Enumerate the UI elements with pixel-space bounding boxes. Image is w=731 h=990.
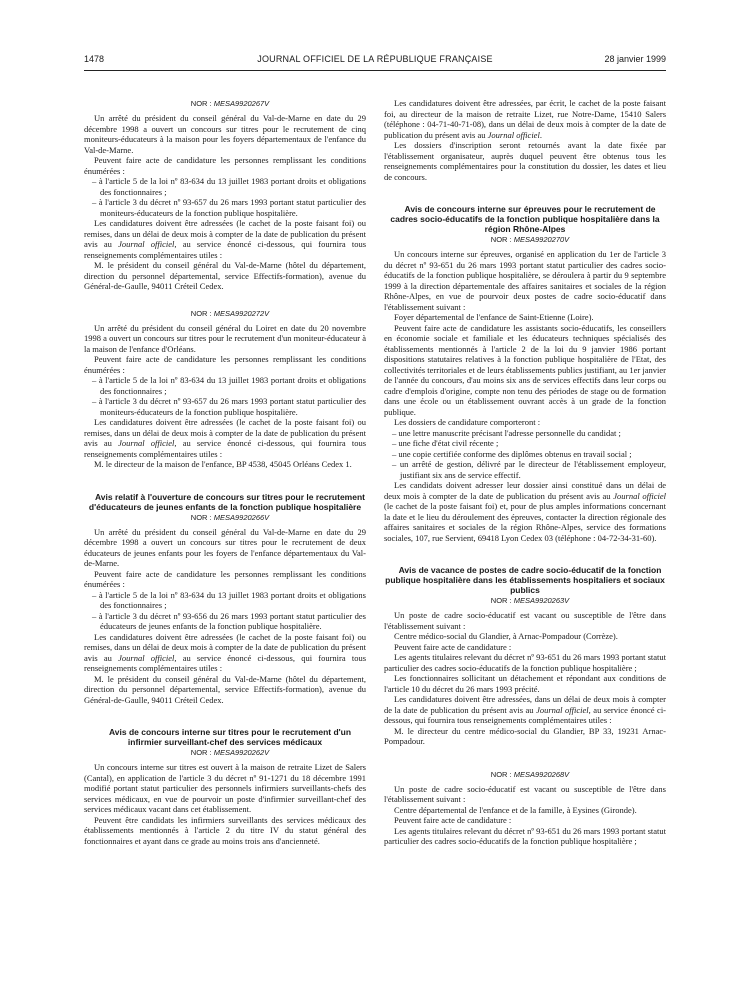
paragraph: Les dossiers de candidature comporteront : (394, 417, 541, 427)
header-rule (84, 70, 666, 71)
right-column (384, 98, 666, 847)
list-item: – une fiche d'état civil récente ; (392, 438, 499, 448)
notice-heading: Avis relatif à l'ouverture de concours sur titres pour le recrutement d'éducateurs de jeunes enfants de la fonction publique hospitalière (88, 491, 365, 512)
issue-date: 28 janvier 1999 (604, 54, 666, 64)
journal-title: JOURNAL OFFICIEL DE LA RÉPUBLIQUE FRANÇAISE (257, 54, 493, 64)
nor-code: MESA9920262V (213, 748, 270, 757)
notice-mesa9920267v (84, 98, 366, 292)
left-column (84, 98, 366, 846)
notice-heading: Avis de vacance de postes de cadre socio-éducatif de la fonction publique hospitalière dans les établissements hospitaliers et sociaux publics (385, 565, 665, 595)
paragraph: Centre médico-social du Glandier, à Arnac-Pompadour (Corrèze). (394, 631, 618, 641)
list-item: – à l'article 5 de la loi nº 83-634 du 13 juillet 1983 portant droits et obligations des fonctionnaires ; (92, 375, 366, 396)
paragraph: Peuvent faire acte de candidature les personnes remplissant les conditions énumérées : (84, 568, 366, 589)
notice-heading: Avis de concours interne sur titres pour le recrutement d'un infirmier surveillant-chef des services médicaux (108, 727, 352, 747)
notice-mesa9920262v (84, 727, 366, 846)
paragraph: Peuvent être candidats les infirmiers surveillants des services médicaux des établissements mentionnés à l'article 2 du titre IV du statut général des fonctionnaires et ayant dans ce grade au moins trois ans d'ancienneté. (84, 814, 366, 846)
list-item: – à l'article 5 de la loi nº 83-634 du 13 juillet 1983 portant droits et obligations des fonctionnaires ; (92, 176, 366, 197)
paragraph: M. le président du conseil général du Val-de-Marne (hôtel du département, direction du personnel départemental, service Effectifs-formation), avenue du Général-de-Gaulle, 94011 Créteil Cedex. (84, 673, 366, 705)
notice-mesa9920262v-continued (384, 98, 666, 182)
notice-mesa9920268v (384, 769, 666, 847)
nor-reference: NOR : MESA9920262V (190, 748, 270, 757)
notice-mesa9920266v (84, 492, 366, 706)
paragraph: Peuvent faire acte de candidature les personnes remplissant les conditions énumérées : (84, 155, 366, 176)
paragraph: M. le directeur de la maison de l'enfance, BP 4538, 45045 Orléans Cedex 1. (94, 459, 352, 469)
paragraph: Un arrêté du président du conseil général du Val-de-Marne en date du 29 décembre 1998 a ouvert un concours sur titres pour le recrutement de deux éducateurs de jeunes enfants pour les foyers de l'enfance départementaux du Val-de-Marne. (84, 526, 366, 568)
paragraph: Les candidatures doivent être adressées (le cachet de la poste faisant foi) ou remises, dans un délai de deux mois à compter de la date de publication du présent avis au Journal officiel, au service énoncé ci-dessous, qui fournira tous renseignements complémentaires utiles : (84, 218, 367, 260)
nor-code: MESA9920267V (213, 99, 270, 108)
paragraph: Peuvent faire acte de candidature les personnes remplissant les conditions énumérées : (84, 354, 366, 375)
paragraph: Les candidats doivent adresser leur dossier ainsi constitué dans un délai de deux mois à compter de la date de publication du présent avis au Journal officiel (le cachet de la poste faisant foi) et, pour de plus amples informations concernant la date et le lieu du déroulement des épreuves, contacter la direction régionale des affaires sanitaires et sociales de la région Rhône-Alpes, service des formations sociales, 107, rue Servient, 69418 Lyon Cedex 03 (téléphone : 04-72-34-31-60). (384, 480, 667, 543)
nor-reference: NOR : MESA9920266V (190, 512, 270, 522)
paragraph: Un concours interne sur épreuves, organisé en application du 1er de l'article 3 du décret nº 93-651 du 26 mars 1993 portant statut particulier des cadres socio-éducatifs de la fonction publique hospitalière, se déroulera à partir du 9 septembre 1999 à la direction départementale des affaires sanitaires et sociales de la région Rhône-Alpes, en vue de pourvoir deux postes de cadre socio-éducatif dans l'établissement suivant : (384, 249, 666, 312)
notice-mesa9920272v (84, 308, 366, 470)
paragraph: Peuvent faire acte de candidature les assistants socio-éducatifs, les conseillers en économie sociale et familiale et les éducateurs techniques spécialisés des établissements mentionnés à l'article 2 de la loi du 9 janvier 1986 portant dispositions statutaires relatives à la fonction publique hospitalière de l'Etat, des collectivités territoriales et de leurs établissements publics justifiant, au 1er janvier de l'année du concours, d'au moins six ans de services effectifs dans leur corps ou cadre d'emplois d'origine, compte non tenu des périodes de stage ou de formation dans une école ou un établissement ouvrant accès à un grade de la fonction publique. (384, 322, 666, 417)
nor-reference: NOR : MESA9920268V (490, 769, 570, 779)
paragraph: Les agents titulaires relevant du décret nº 93-651 du 26 mars 1993 portant statut particulier des cadres socio-éducatifs de la fonction publique hospitalière ; (384, 825, 666, 846)
paragraph: Un poste de cadre socio-éducatif est vacant ou susceptible de l'être dans l'établissement suivant : (384, 610, 666, 631)
nor-code: MESA9920270V (513, 235, 570, 244)
notice-mesa9920270v (384, 204, 666, 543)
paragraph: Les candidatures doivent être adressées (le cachet de la poste faisant foi) ou remises, dans un délai de deux mois à compter de la date de publication du présent avis au Journal officiel, au service énoncé ci-dessous, qui fournira tous renseignements complémentaires utiles : (84, 417, 367, 459)
paragraph: Les dossiers d'inscription seront retournés avant la date fixée par l'établissement organisateur, auprès duquel peuvent être obtenus tous les renseignements complémentaires pour la constitution du dossier, les dates et lieu de concours. (384, 140, 666, 182)
nor-code: MESA9920268V (513, 769, 570, 779)
paragraph: M. le directeur du centre médico-social du Glandier, BP 33, 19231 Arnac-Pompadour. (384, 725, 666, 746)
paragraph: Les agents titulaires relevant du décret nº 93-651 du 26 mars 1993 portant statut particulier des cadres socio-éducatifs de la fonction publique hospitalière ; (384, 652, 666, 673)
paragraph: Un poste de cadre socio-éducatif est vacant ou susceptible de l'être dans l'établissement suivant : (384, 783, 666, 804)
paragraph: Foyer départemental de l'enfance de Saint-Etienne (Loire). (394, 312, 594, 322)
list-item: – à l'article 3 du décret nº 93-656 du 26 mars 1993 portant statut particulier des éducateurs de jeunes enfants de la fonction publique hospitalière. (92, 610, 366, 631)
notice-heading: Avis de concours interne sur épreuves pour le recrutement de cadres socio-éducatifs de la fonction publique hospitalière dans la région Rhône-Alpes (390, 204, 660, 234)
paragraph: Un concours interne sur titres est ouvert à la maison de retraite Lizet de Salers (Cantal), en application de l'article 3 du décret nº 91-1271 du 18 décembre 1991 modifié portant statut particulier des personnels infirmiers surveillants-chefs des services médicaux, en vue de pourvoir un poste d'infirmier surveillant-chef des services médicaux vacant dans cet établissement. (84, 762, 366, 814)
notice-mesa9920263v (384, 565, 666, 747)
nor-reference: NOR : MESA9920270V (490, 235, 570, 244)
nor-reference: NOR : MESA9920263V (490, 596, 570, 605)
paragraph: M. le président du conseil général du Val-de-Marne (hôtel du département, direction du personnel départemental, service Effectifs-formation), avenue du Général-de-Gaulle, 94011 Créteil Cedex. (84, 260, 366, 291)
paragraph: Les candidatures doivent être adressées, par écrit, le cachet de la poste faisant foi, au directeur de la maison de retraite Lizet, rue Notre-Dame, 15410 Salers (téléphone : 04-71-40-71-08), dans un délai de deux mois à compter de la date de publication du présent avis au Journal officiel. (384, 98, 666, 140)
paragraph: Les candidatures doivent être adressées (le cachet de la poste faisant foi) ou remises, dans un délai de deux mois à compter de la date de publication du présent avis au Journal officiel, au service énoncé ci-dessous, qui fournira tous renseignements complémentaires utiles : (84, 631, 367, 673)
paragraph: Peuvent faire acte de candidature : (394, 815, 512, 825)
list-item: – un arrêté de gestion, délivré par le directeur de l'établissement employeur, justifiant six ans de service effectif. (392, 459, 666, 480)
page-header (84, 52, 666, 70)
nor-reference: NOR : MESA9920267V (190, 99, 270, 108)
list-item: – à l'article 5 de la loi nº 83-634 du 13 juillet 1983 portant droits et obligations des fonctionnaires ; (92, 589, 366, 610)
paragraph: Un arrêté du président du conseil général du Val-de-Marne en date du 29 décembre 1998 a ouvert un concours sur titres pour le recrutement de cinq moniteurs-éducateurs à la maison pour les foyers départementaux de l'enfance du Val-de-Marne. (84, 113, 366, 155)
paragraph: Peuvent faire acte de candidature : (394, 641, 512, 652)
paragraph: Les fonctionnaires sollicitant un détachement et répondant aux conditions de l'article 10 du décret du 26 mars 1993 précité. (384, 673, 666, 694)
nor-code: MESA9920263V (513, 596, 570, 605)
paragraph: Les candidatures doivent être adressées, dans un délai de deux mois à compter de la date de publication du présent avis au Journal officiel, au service énoncé ci-dessous, qui fournira tous renseignements complémentaires utiles : (384, 694, 667, 725)
list-item: – une lettre manuscrite précisant l'adresse personnelle du candidat ; (392, 427, 621, 438)
list-item: – à l'article 3 du décret nº 93-657 du 26 mars 1993 portant statut particulier des moniteurs-éducateurs de la fonction publique hospitalière. (92, 396, 366, 417)
list-item: – à l'article 3 du décret nº 93-657 du 26 mars 1993 portant statut particulier des moniteurs-éducateurs de la fonction publique hospitalière. (92, 197, 366, 218)
nor-code: MESA9920272V (213, 308, 270, 318)
nor-code: MESA9920266V (213, 512, 270, 522)
list-item: – une copie certifiée conforme des diplômes obtenus en travail social ; (392, 448, 632, 459)
paragraph: Centre départemental de l'enfance et de la famille, à Eysines (Gironde). (394, 804, 637, 815)
paragraph: Un arrêté du président du conseil général du Loiret en date du 20 novembre 1998 a ouvert un concours sur titres pour le recrutement d'un moniteur-éducateur à la maison de l'enfance d'Orléans. (84, 322, 366, 354)
nor-reference: NOR : MESA9920272V (190, 308, 270, 318)
page-number: 1478 (84, 54, 105, 64)
